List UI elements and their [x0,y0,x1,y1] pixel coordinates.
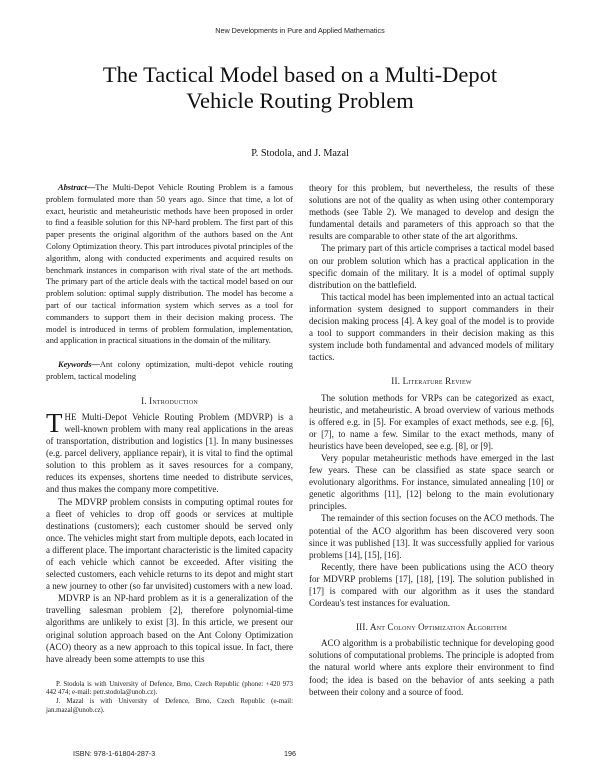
drop-cap: T [46,407,63,438]
keywords-dash: — [91,360,100,370]
intro-paragraph-5: This tactical model has been implemented into an actual tactical information system designed to support commanders in their decision making process [4]. A key goal of the model is to provide a tool to support commanders in their decision making as this system include both fundamental and advanced models of military tactics. [309,291,554,363]
abstract-text: The Multi-Depot Vehicle Routing Problem is a famous problem formulated more than 50 years ago. Since that time, a lot of exact, heuristic and metaheuristic methods have been proposed in order to find a feasible solution for this NP-hard problem. The first part of this paper presents the original algorithm of the authors based on the Ant Colony Optimization theory. This part introduces pivotal principles of the algorithm, along with conducted experiments and acquired results on benchmark instances in comparison with rival state of the art methods. The primary part of the article deals with the tactical model based on our problem solution: optimal supply distribution. The model has become a part of our tactical information system which serves as a tool for commanders to support them in their decision making process. The model is introduced in terms of problem formulation, implementation, and application in practical situations in the domain of the military. [46,183,293,346]
title-line-1: The Tactical Model based on a Multi-Depot [102,62,498,87]
isbn: ISBN: 978-1-61804-287-3 [73,749,156,758]
literature-paragraph-3: The remainder of this section focuses on the ACO methods. The potential of the ACO algorithm has been discovered very soon since it was published [13]. It was successfully applied for various problems [14], [15], [16]. [309,513,554,560]
literature-paragraph-2: Very popular metaheuristic methods have emerged in the last few years. These can be classified as state space search or evolutionary algorithms. For instance, simulated annealing [10] or genetic algorithms [11], [12] belong to the main evolutionary principles. [309,452,554,512]
title-line-2: Vehicle Routing Problem [186,88,414,113]
literature-paragraph-4: Recently, there have been publications using the ACO theory for MDVRP problems [17], [18], [19]. The solution published in [17] is compared with our algorithm as it uses the standard Cordeau's test instances for evaluation. [309,561,554,609]
literature-paragraph-1: The solution methods for VRPs can be categorized as exact, heuristic, and metaheuristic. A broad overview of various methods is offered e.g. in [5]. For examples of exact methods, see e.g. [6], or [7], to name a few. Similar to the exact methods, many of heuristics have been developed, see e.g. [8], or [9]. [309,392,554,451]
running-head: New Developments in Pure and Applied Mathematics [215,26,385,35]
authors: P. Stodola, and J. Mazal [251,148,349,159]
footnote-author-2: J. Mazal is with University of Defence, Brno, Czech Republic (e-mail: jan.mazal@unob.cz). [46,698,293,714]
left-column [46,182,293,715]
intro-paragraph-1 [46,407,293,496]
intro-paragraph-3-continued: theory for this problem, but nevertheless, the results of these solutions are not of the quality as when using other contemporary methods (see Table 2). We managed to develop and design the fundamental details and parameters of this approach so that the results are comparable to other state of the art algorithms. [309,183,554,242]
aco-paragraph-1: ACO algorithm is a probabilistic technique for developing good solutions of computational problems. The principle is adopted from the natural world where ants explore their environment to find food; the idea is based on the behavior of ants seeking a path between their colony and a source of food. [309,638,554,697]
intro-p1-text: HE Multi-Depot Vehicle Routing Problem (MDVRP) is a well-known problem with many real applications in the areas of transportation, distribution and logistics [1]. In many businesses (e.g. parcel delivery, appliance repair), it is vital to find the optimal solution to this problem as it saves resources for a company, reduces its expenses, shortens time needed to distribute services, and thus makes the company more competitive. [46,411,293,495]
intro-paragraph-3: MDVRP is an NP-hard problem as it is a generalization of the travelling salesman problem [2], therefore polynomial-time algorithms are unlikely to exist [3]. In this article, we present our original solution approach based on the Ant Colony Optimization (ACO) theory as a new approach to this topical issue. In fact, there have already been some attempts to use this [46,593,293,664]
abstract-dash: — [86,183,96,192]
abstract [46,182,293,347]
keywords-text: Ant colony optimization, multi-depot vehicle routing problem, tactical modeling [46,360,293,381]
paper-title [0,62,600,114]
section-heading-literature-review: II. Literature Review [391,376,472,387]
section-heading-aco-algorithm: III. Ant Colony Optimization Algorithm [355,622,507,633]
footnote-author-1: P. Stodola is with University of Defence, Brno, Czech Republic (phone: +420 973 442 474; e-mail: petr.stodola@unob.cz). [46,680,293,697]
right-column [309,182,554,698]
keywords [46,359,293,383]
intro-paragraph-2: The MDVRP problem consists in computing optimal routes for a fleet of vehicles to drop off goods or services at multiple destinations (customers); each customer should be served only once. The vehicles might start from multiple depots, each located in a different place. The important characteristic is the limited capacity of each vehicle which cannot be exceeded. After visiting the selected customers, each vehicle returns to its depot and might start a new journey to other (so far unvisited) customers with a new load. [46,496,293,592]
keywords-label: Keywords [58,360,92,370]
page-number: 196 [284,749,296,758]
section-heading-introduction: I. Introduction [141,395,198,406]
abstract-label: Abstract [58,183,87,192]
intro-paragraph-4: The primary part of this article comprises a tactical model based on our problem solution which has a practical application in the specific domain of the military. It is a model of optimal supply distribution on the battlefield. [309,243,554,290]
